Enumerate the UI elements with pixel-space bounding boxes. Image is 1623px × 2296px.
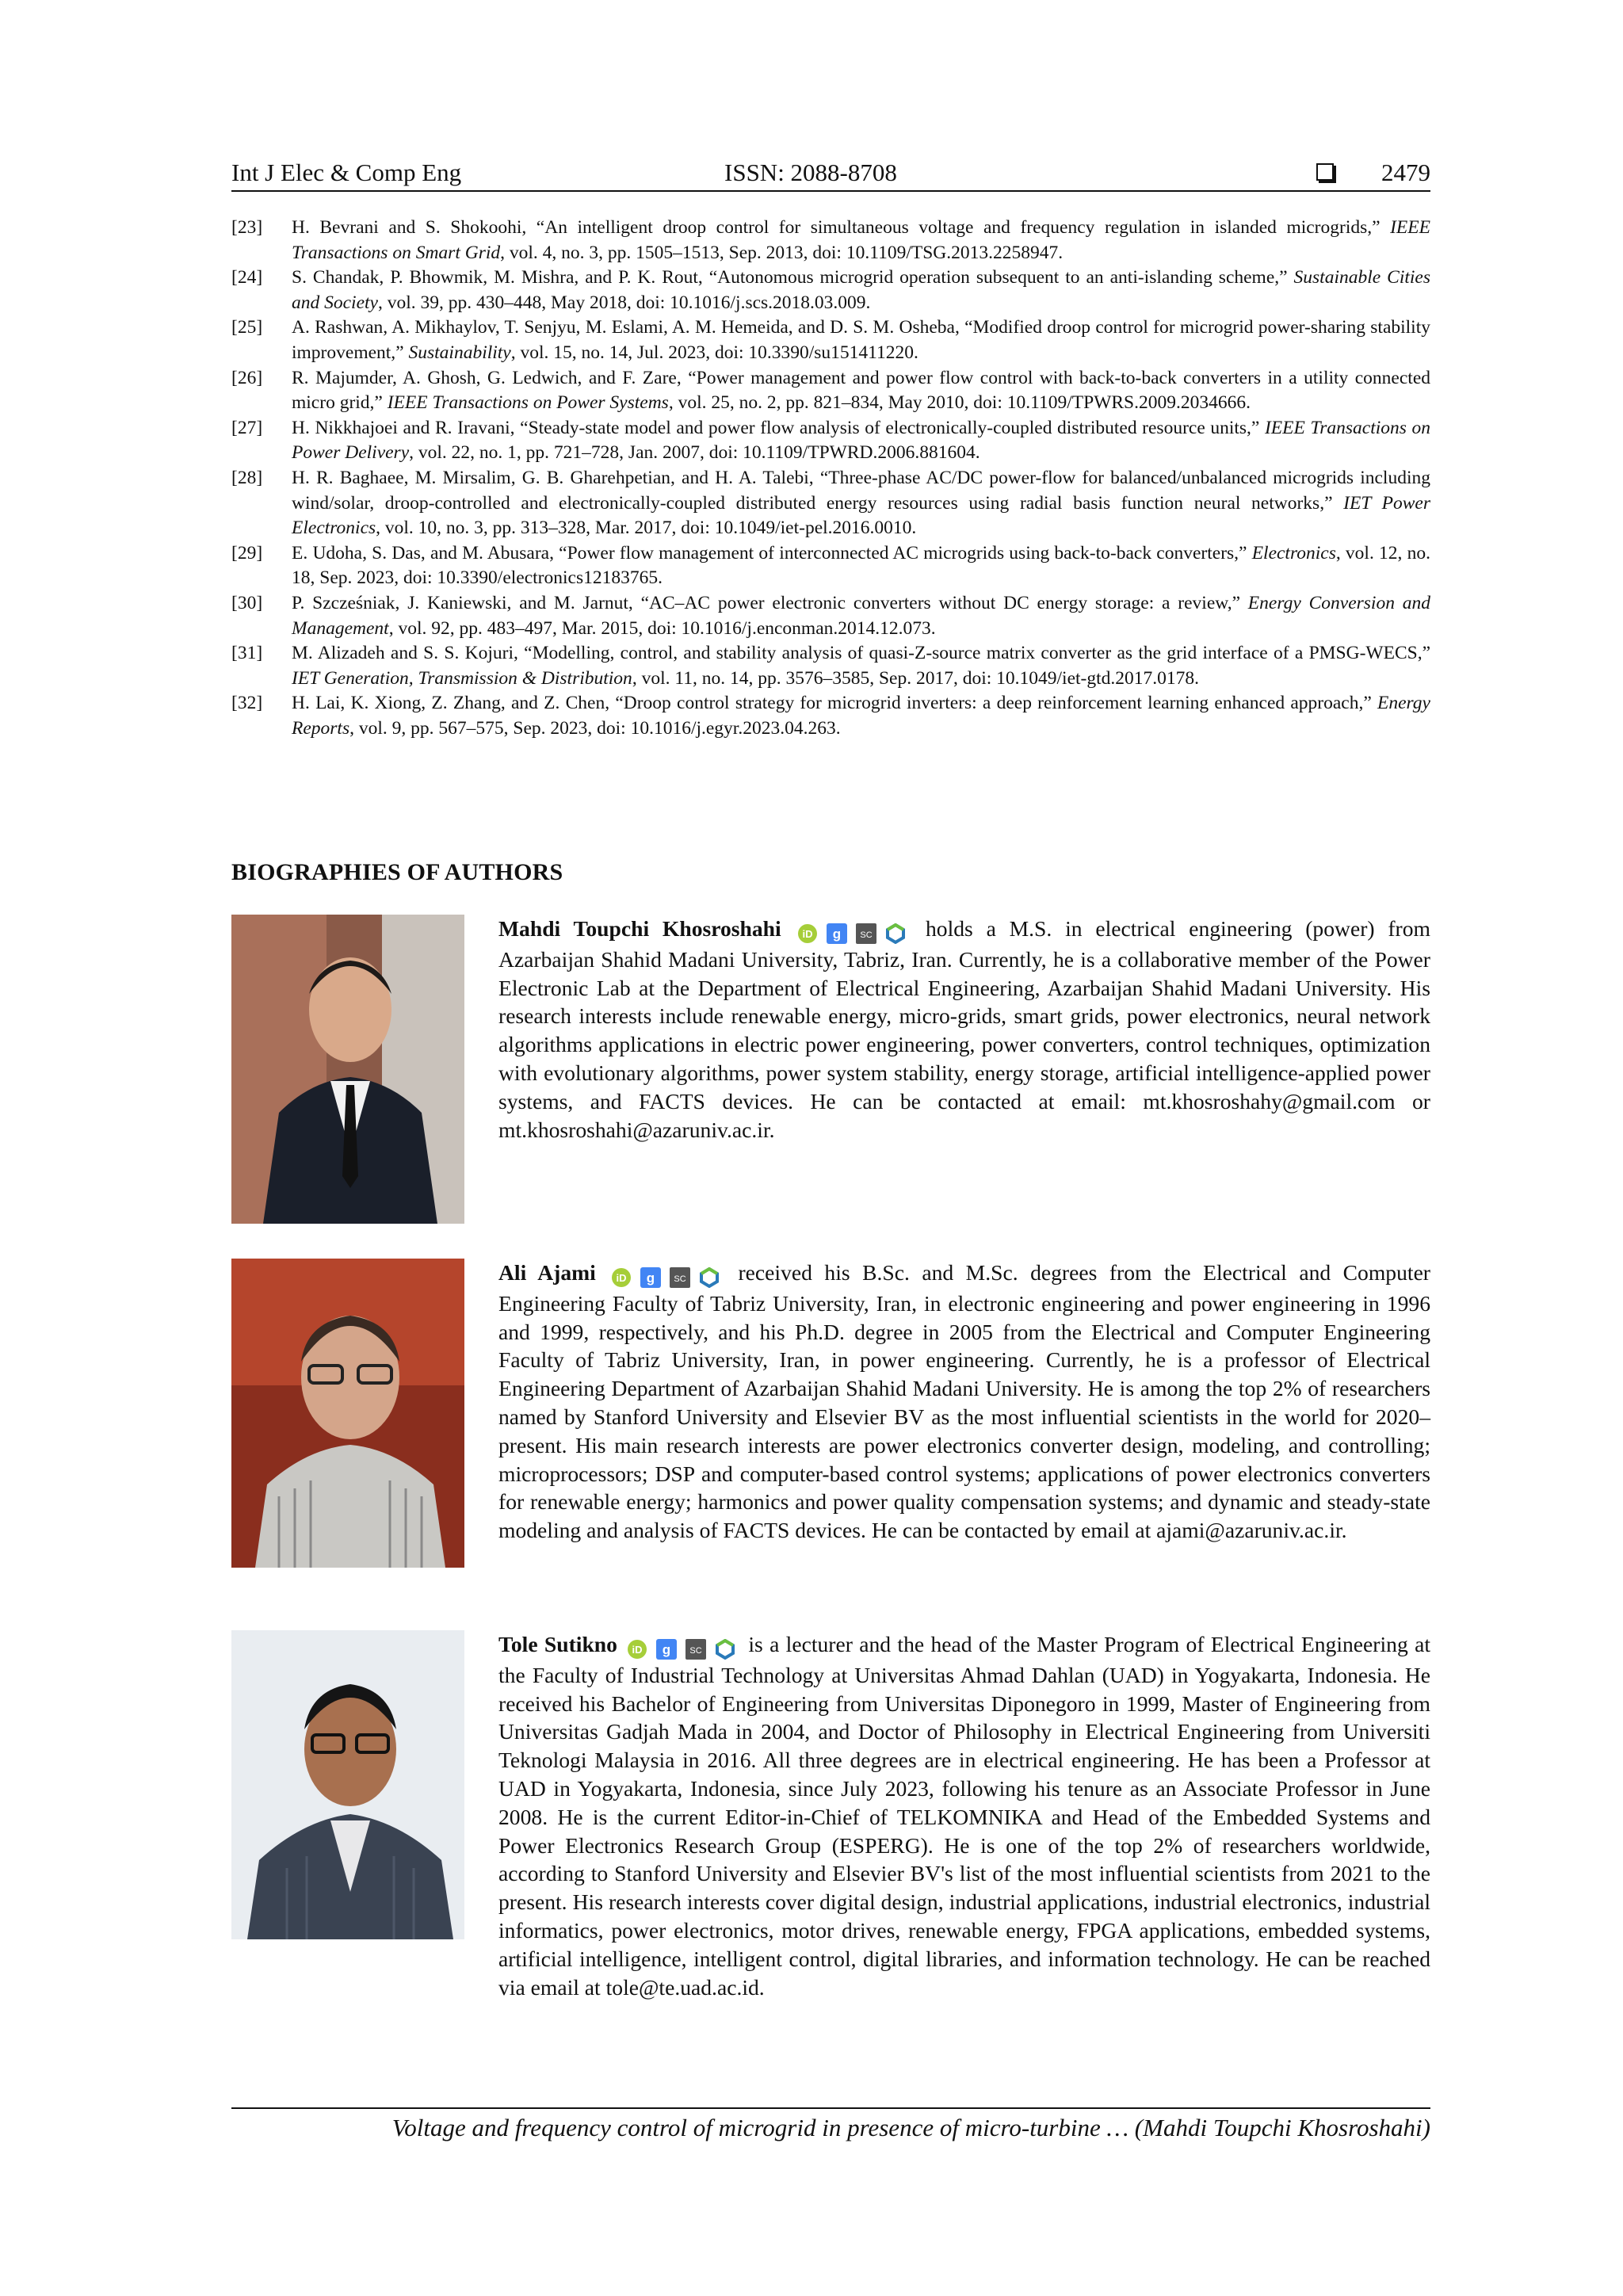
svg-text:g: g bbox=[833, 926, 842, 942]
orcid-icon[interactable] bbox=[611, 1267, 632, 1288]
svg-text:SC: SC bbox=[860, 930, 873, 940]
header-divider bbox=[231, 190, 1430, 192]
reference-venue: IET Generation, Transmission & Distribution bbox=[292, 667, 632, 689]
issn: ISSN: 2088-8708 bbox=[724, 159, 897, 186]
author-bio-text bbox=[498, 915, 1430, 1144]
reference-text: H. Bevrani and S. Shokoohi, “An intelligent droop control for simultaneous voltage and frequency regulation in islanded microgrids,” bbox=[292, 217, 1391, 238]
reference-item bbox=[231, 466, 1430, 541]
reference-text: H. Lai, K. Xiong, Z. Zhang, and Z. Chen, “Droop control strategy for microgrid inverters: a deep reinforcement learning enhanced approach,” bbox=[292, 693, 1377, 714]
author-photo bbox=[231, 1259, 464, 1568]
reference-text: H. R. Baghaee, M. Mirsalim, G. B. Gharehpetian, and H. A. Talebi, “Three-phase AC/DC power-flow for balanced/unbalanced microgrids including wind/solar, droop-controlled and electronically-coupled distributed energy resources using radial basis function neural networks,” bbox=[292, 467, 1430, 514]
reference-venue: Sustainable Cities and Society bbox=[292, 267, 1430, 313]
orcid-icon[interactable] bbox=[627, 1639, 647, 1660]
google-scholar-icon[interactable] bbox=[827, 923, 847, 944]
reference-venue: Energy Conversion and Management bbox=[292, 592, 1430, 639]
reference-number: [25] bbox=[231, 317, 263, 338]
reference-details: , vol. 39, pp. 430–448, May 2018, doi: 10.1016/j.scs.2018.03.009. bbox=[377, 292, 871, 313]
profile-links bbox=[797, 917, 909, 946]
reference-venue: IET Power Electronics bbox=[292, 492, 1430, 539]
reference-item bbox=[231, 416, 1430, 466]
svg-text:iD: iD bbox=[632, 1643, 643, 1656]
profile-links bbox=[627, 1633, 739, 1661]
svg-text:iD: iD bbox=[616, 1271, 627, 1284]
reference-details: , vol. 10, no. 3, pp. 313–328, Mar. 2017, doi: 10.1049/iet-pel.2016.0010. bbox=[376, 518, 917, 539]
reference-item bbox=[231, 315, 1430, 365]
reference-text: R. Majumder, A. Ghosh, G. Ledwich, and F. Zare, “Power management and power flow control with back-to-back converters in a utility connected micro grid,” bbox=[292, 367, 1430, 414]
reference-details: , vol. 4, no. 3, pp. 1505–1513, Sep. 2013, doi: 10.1109/TSG.2013.2258947. bbox=[500, 242, 1064, 263]
reference-list bbox=[231, 216, 1430, 741]
reference-item bbox=[231, 216, 1430, 266]
reference-number: [29] bbox=[231, 542, 263, 563]
author-name: Ali Ajami bbox=[498, 1260, 596, 1285]
reference-details: , vol. 11, no. 14, pp. 3576–3585, Sep. 2017, doi: 10.1049/iet-gtd.2017.0178. bbox=[632, 667, 1200, 689]
journal-name: Int J Elec & Comp Eng bbox=[231, 159, 462, 186]
scopus-icon[interactable] bbox=[685, 1639, 706, 1660]
reference-number: [30] bbox=[231, 592, 263, 613]
publons-icon[interactable] bbox=[715, 1639, 735, 1660]
reference-number: [27] bbox=[231, 417, 263, 438]
author-bio-text bbox=[498, 1259, 1430, 1545]
profile-links bbox=[611, 1261, 723, 1289]
scopus-icon[interactable] bbox=[856, 923, 876, 944]
publons-icon[interactable] bbox=[885, 923, 906, 944]
google-scholar-icon[interactable] bbox=[656, 1639, 677, 1660]
reference-number: [23] bbox=[231, 217, 263, 238]
reference-venue: Sustainability bbox=[408, 342, 511, 363]
svg-text:SC: SC bbox=[674, 1274, 686, 1284]
running-footer: Voltage and frequency control of microgrid in presence of micro-turbine … (Mahdi Toupchi Khosroshahi) bbox=[391, 2114, 1430, 2141]
reference-text: P. Szcześniak, J. Kaniewski, and M. Jarnut, “AC–AC power electronic converters without DC energy storage: a review,” bbox=[292, 592, 1248, 613]
reference-item bbox=[231, 541, 1430, 591]
reference-details: , vol. 92, pp. 483–497, Mar. 2015, doi: 10.1016/j.enconman.2014.12.073. bbox=[388, 617, 936, 639]
author-description: holds a M.S. in electrical engineering (power) from Azarbaijan Shahid Madani University, Tabriz, Iran. Currently, he is a collaborative member of the Power Electronic Lab at the Department of Electrical Engineering, Azarbaijan Shahid Madani University. His research interests include renewable energy, micro-grids, smart grids, power electronics, neural network algorithms applications in electric power engineering, power converters, control techniques, optimization with evolutionary algorithms, power system stability, energy storage, artificial intelligence-applied power systems, and FACTS devices. He can be contacted at email: mt.khosroshahy@gmail.com or mt.khosroshahi@azaruniv.ac.ir. bbox=[498, 916, 1431, 1142]
svg-text:SC: SC bbox=[689, 1645, 702, 1656]
reference-text: M. Alizadeh and S. S. Kojuri, “Modelling, control, and stability analysis of quasi-Z-source matrix converter as the grid interface of a PMSG-WECS,” bbox=[292, 643, 1430, 664]
reference-number: [24] bbox=[231, 267, 263, 288]
reference-number: [28] bbox=[231, 467, 263, 488]
author-name: Mahdi Toupchi Khosroshahi bbox=[498, 916, 781, 941]
orcid-icon[interactable] bbox=[797, 923, 818, 944]
author-description: received his B.Sc. and M.Sc. degrees from the Electrical and Computer Engineering Faculty of Tabriz University, Iran, in electronic engineering and power engineering in 1996 and 1999, respectively, and his Ph.D. degree in 2005 from the Electrical and Computer Engineering Faculty of Tabriz University, Iran, in power engineering. Currently, he is a professor of Electrical Engineering Department of Azarbaijan Shahid Madani University. He is among the top 2% of researchers named by Stanford University and Elsevier BV as the most influential scientists in the world for 2020–present. His main research interests are power electronics converter design, modeling, and controlling; microprocessors; DSP and computer-based control systems; applications of power electronics converters for renewable energy; harmonics and power quality compensation systems; and dynamic and steady-state modeling and analysis of FACTS devices. He can be contacted by email at ajami@azaruniv.ac.ir. bbox=[498, 1260, 1430, 1543]
reference-item bbox=[231, 591, 1430, 641]
reference-venue: IEEE Transactions on Power Delivery bbox=[292, 417, 1431, 464]
reference-details: , vol. 9, pp. 567–575, Sep. 2023, doi: 10.1016/j.egyr.2023.04.263. bbox=[349, 717, 841, 739]
reference-details: , vol. 25, no. 2, pp. 821–834, May 2010, doi: 10.1109/TPWRS.2009.2034666. bbox=[668, 392, 1251, 414]
page-number: 2479 bbox=[1381, 159, 1430, 186]
author-bio-text bbox=[498, 1630, 1430, 2001]
footer-divider bbox=[231, 2107, 1430, 2109]
reference-details: , vol. 15, no. 14, Jul. 2023, doi: 10.3390/su151411220. bbox=[510, 342, 918, 363]
publons-icon[interactable] bbox=[699, 1267, 720, 1288]
reference-number: [32] bbox=[231, 693, 263, 714]
svg-text:g: g bbox=[663, 1641, 671, 1657]
reference-item bbox=[231, 366, 1430, 416]
reference-item bbox=[231, 266, 1430, 315]
reference-venue: IEEE Transactions on Smart Grid bbox=[292, 217, 1430, 263]
section-heading: BIOGRAPHIES OF AUTHORS bbox=[231, 859, 563, 885]
reference-text: A. Rashwan, A. Mikhaylov, T. Senjyu, M. Eslami, A. M. Hemeida, and D. S. M. Osheba, “Modified droop control for microgrid power-sharing stability improvement,” bbox=[292, 317, 1430, 363]
reference-text: H. Nikkhajoei and R. Iravani, “Steady-state model and power flow analysis of electronically-coupled distributed resource units,” bbox=[292, 417, 1265, 438]
square-bullet-icon bbox=[1316, 163, 1334, 181]
author-name: Tole Sutikno bbox=[498, 1632, 617, 1656]
author-photo bbox=[231, 1630, 464, 1939]
scopus-icon[interactable] bbox=[670, 1267, 690, 1288]
author-description: is a lecturer and the head of the Master Program of Electrical Engineering at the Faculty of Industrial Technology at Universitas Ahmad Dahlan (UAD) in Yogyakarta, Indonesia. He received his Bachelor of Engineering from Universitas Diponegoro in 1999, Master of Engineering from Universitas Gadjah Mada in 2004, and Doctor of Philosophy in Electrical Engineering from Universiti Teknologi Malaysia in 2016. All three degrees are in electrical engineering. He has been a Professor at UAD in Yogyakarta, Indonesia, since July 2023, following his tenure as an Associate Professor in June 2008. He is the current Editor-in-Chief of TELKOMNIKA and Head of the Embedded Systems and Power Electronics Research Group (ESPERG). He is one of the top 2% of researchers worldwide, according to Stanford University and Elsevier BV's list of the most influential scientists from 2021 to the present. His research interests cover digital design, industrial applications, industrial electronics, industrial informatics, power electronics, motor drives, renewable energy, FPGA applications, embedded systems, artificial intelligence, intelligent control, digital libraries, and information technology. He can be reached via email at tole@te.uad.ac.id. bbox=[498, 1632, 1430, 2000]
reference-venue: Electronics bbox=[1251, 542, 1336, 563]
running-header bbox=[231, 155, 1430, 190]
reference-details: , vol. 12, no. 18, Sep. 2023, doi: 10.3390/electronics12183765. bbox=[292, 542, 1431, 589]
reference-venue: IEEE Transactions on Power Systems bbox=[387, 392, 669, 414]
google-scholar-icon[interactable] bbox=[640, 1267, 661, 1288]
reference-number: [26] bbox=[231, 367, 263, 388]
reference-venue: Energy Reports bbox=[292, 693, 1430, 739]
reference-text: E. Udoha, S. Das, and M. Abusara, “Power flow management of interconnected AC microgrids using back-to-back converters,” bbox=[292, 542, 1252, 563]
author-photo bbox=[231, 915, 464, 1224]
reference-number: [31] bbox=[231, 643, 263, 664]
reference-details: , vol. 22, no. 1, pp. 721–728, Jan. 2007, doi: 10.1109/TPWRD.2006.881604. bbox=[409, 442, 980, 464]
svg-text:iD: iD bbox=[802, 927, 813, 940]
reference-item bbox=[231, 691, 1430, 741]
svg-text:g: g bbox=[646, 1270, 655, 1286]
reference-item bbox=[231, 641, 1430, 691]
reference-text: S. Chandak, P. Bhowmik, M. Mishra, and P. K. Rout, “Autonomous microgrid operation subsequent to an anti-islanding scheme,” bbox=[292, 267, 1294, 288]
